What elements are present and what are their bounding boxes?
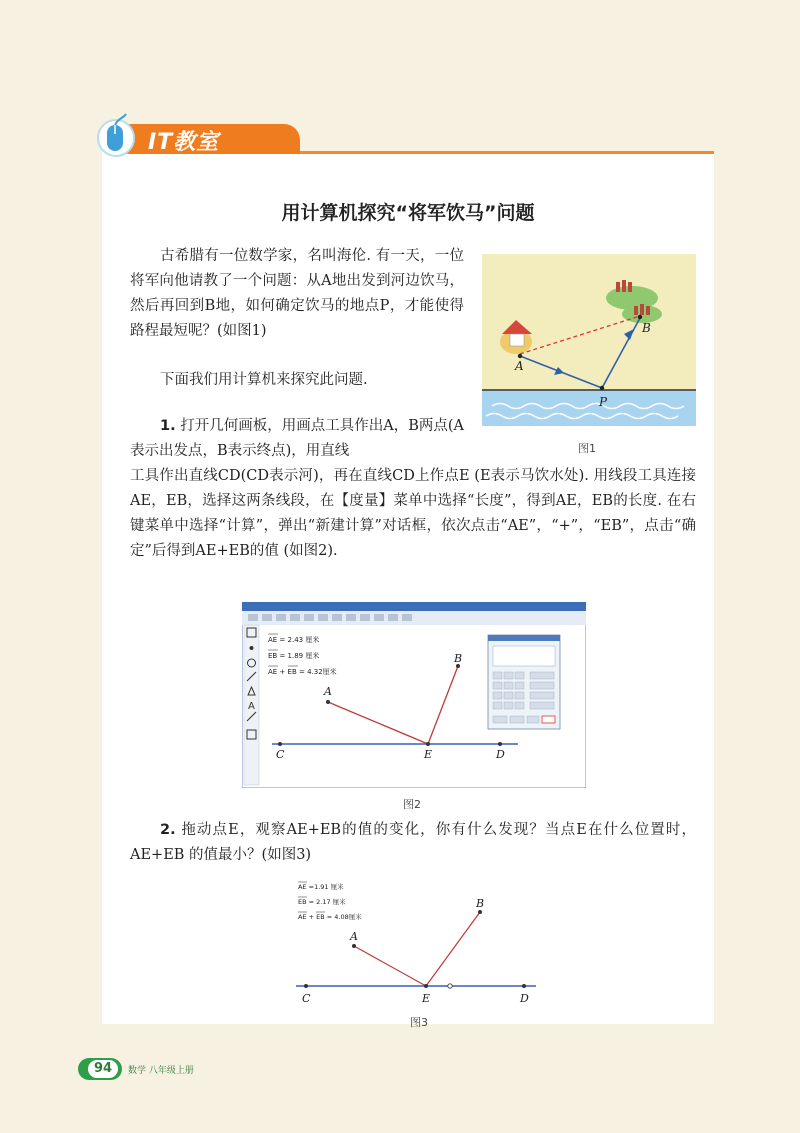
- fig3-hollow-point: [448, 984, 452, 988]
- fig3-label-e: E: [422, 992, 431, 1005]
- page-number: 94: [88, 1060, 118, 1078]
- fig3-segment-ae: [354, 946, 426, 986]
- fig2-measure-ae: AE = 2.43 厘米: [268, 636, 320, 644]
- fig2-calculator-dialog: [488, 635, 560, 729]
- step1-number: 1.: [160, 418, 176, 434]
- fig2-measure-sum: AE + EB = 4.32厘米: [268, 668, 337, 676]
- fig3-label-b: B: [476, 897, 485, 910]
- figure-2-screenshot: [242, 602, 586, 788]
- computer-mouse-icon: [96, 112, 136, 160]
- fig1-label-p: P: [599, 395, 608, 409]
- figure-1-caption: 图1: [578, 442, 596, 455]
- fig3-measure-ae: AE =1.91 厘米: [298, 883, 344, 891]
- fig3-label-c: C: [302, 992, 311, 1005]
- step1-top-text: 打开几何画板，用画点工具作出A，B两点(A表示出发点，B表示终点)，用直线: [130, 418, 465, 459]
- svg-text:A: A: [248, 701, 255, 712]
- fig2-measure-eb: EB = 1.89 厘米: [268, 652, 320, 660]
- page-title: 用计算机探究“将军饮马”问题: [281, 202, 535, 224]
- fig2-label-b: B: [454, 652, 463, 665]
- fig2-label-a: A: [324, 685, 332, 698]
- step2-text: 拖动点E，观察AE+EB的值的变化，你有什么发现？当点E在什么位置时，AE+EB 的值最小？(如图3): [130, 822, 696, 863]
- step2-number: 2.: [160, 822, 176, 838]
- figure-1-illustration: [482, 254, 696, 426]
- section-banner-text: IT教室: [148, 130, 220, 155]
- fig3-measure-eb: EB = 2.17 厘米: [298, 898, 346, 906]
- fig2-label-d: D: [496, 748, 505, 761]
- figure-3-diagram: [286, 876, 544, 1008]
- fig1-label-b: B: [642, 321, 651, 335]
- figure-3-caption: 图3: [410, 1016, 428, 1029]
- fig2-titlebar: [242, 602, 586, 611]
- fig2-label-e: E: [424, 748, 433, 761]
- step1-rest: 工具作出直线CD(CD表示河)，再在直线CD上作点E (E表示马饮水处). 用线段工具连接AE，EB，选择这两条线段，在【度量】菜单中选择“长度”，得到AE，EB的长度. 在右键菜单中选择“计算”，弹出“新建计算”对话框，依次点击“AE”，“+”，“EB”，点击“确定”后得到AE+EB的值 (如图2).: [130, 468, 697, 559]
- figure-2-caption: 图2: [403, 798, 421, 811]
- fig3-segment-eb: [426, 912, 480, 986]
- fig3-label-a: A: [350, 930, 358, 943]
- fig3-label-d: D: [520, 992, 529, 1005]
- fig2-label-c: C: [276, 748, 285, 761]
- method-intro: 下面我们用计算机来探究此问题.: [160, 372, 368, 388]
- step2-paragraph: [130, 818, 696, 868]
- intro-paragraph: 古希腊有一位数学家，名叫海伦. 有一天，一位将军向他请教了一个问题：从A地出发到河边饮马，然后再回到B地，如何确定饮马的地点P，才能使得路程最短呢？(如图1): [130, 248, 464, 339]
- fig3-measure-sum: AE + EB = 4.08厘米: [298, 913, 362, 921]
- book-title: 数学 八年级上册: [128, 1066, 194, 1076]
- fig1-label-a: A: [515, 359, 524, 373]
- step1-top: [130, 414, 464, 464]
